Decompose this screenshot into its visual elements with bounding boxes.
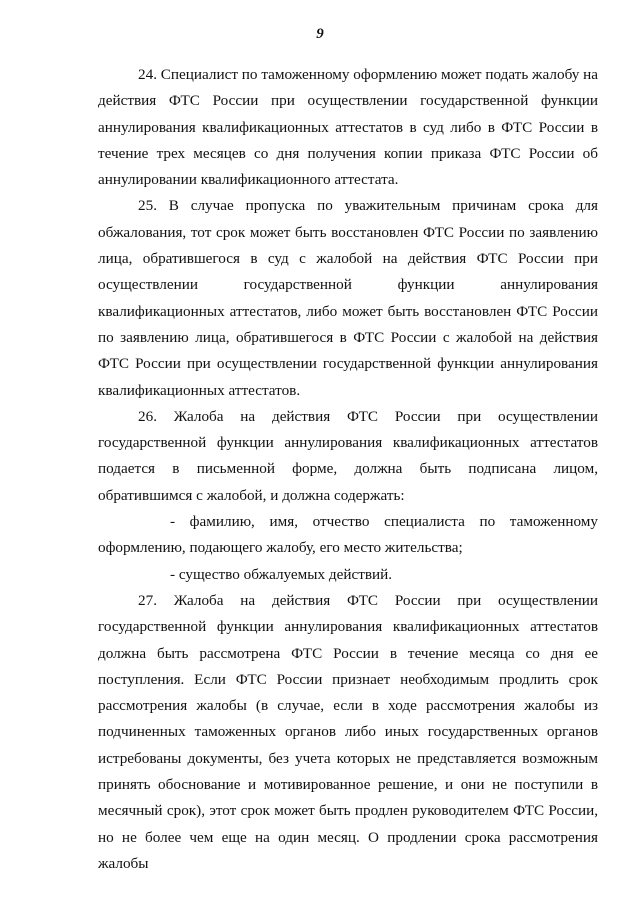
paragraph-26: 26. Жалоба на действия ФТС России при осуществлении государственной функции аннулирования квалификационных аттестатов подается в письменной форме, должна быть подписана лицом, обратившимся с жалобой, и должна содержать: — [98, 407, 598, 504]
page-number: 9 — [316, 26, 324, 42]
list-item-full-name: - фамилию, имя, отчество специалиста по таможенному оформлению, подающего жалобу, его место жительства; — [98, 513, 598, 557]
paragraph-25: 25. В случае пропуска по уважительным причинам срока для обжалования, тот срок может быть восстановлен ФТС России по заявлению лица, обратившегося в суд с жалобой на действия ФТС России при осуществлении государственной функции аннулирования квалификационных аттестатов, либо может быть восстановлен ФТС России по заявлению лица, обратившегося в ФТС России с жалобой на действия ФТС России при осуществлении государственной функции аннулирования квалификационных аттестатов. — [98, 197, 598, 399]
paragraph-24: 24. Специалист по таможенному оформлению может подать жалобу на действия ФТС России при осуществлении государственной функции аннулирования квалификационных аттестатов в суд либо в ФТС России в течение трех месяцев со дня получения копии приказа ФТС России об аннулировании квалификационного аттестата. — [98, 66, 598, 189]
paragraph-27: 27. Жалоба на действия ФТС России при осуществлении государственной функции аннулирования квалификационных аттестатов должна быть рассмотрена ФТС России в течение месяца со дня ее поступления. Если ФТС России признает необходимым продлить срок рассмотрения жалобы (в случае, если в ходе рассмотрения жалобы из подчиненных таможенных органов либо иных государственных органов истребованы документы, без учета которых не представляется возможным принять обоснование и мотивированное решение, и они не поступили в месячный срок), этот срок может быть продлен руководителем ФТС России, но не более чем еще на один месяц. О продлении срока рассмотрения жалобы — [98, 591, 598, 872]
list-item-essence: - существо обжалуемых действий. — [170, 565, 393, 583]
document-body — [98, 62, 598, 877]
